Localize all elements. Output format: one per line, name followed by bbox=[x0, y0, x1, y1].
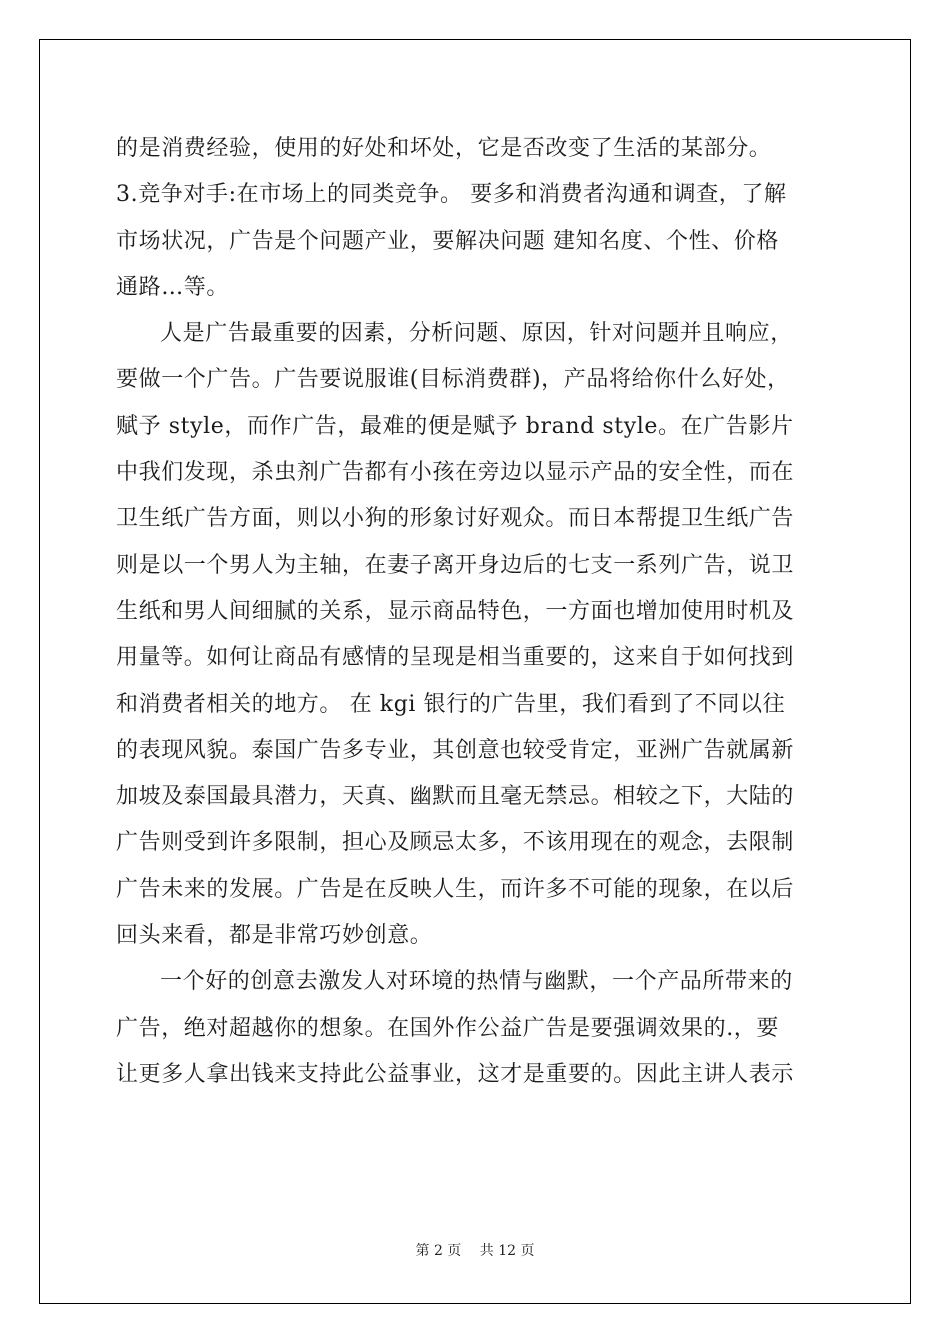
text-line: 加坡及泰国最具潜力，天真、幽默而且毫无禁忌。相较之下，大陆的 bbox=[116, 784, 795, 810]
text-line: 的表现风貌。泰国广告多专业，其创意也较受肯定，亚洲广告就属新 bbox=[116, 737, 795, 763]
text-line: 生纸和男人间细腻的关系，显示商品特色，一方面也增加使用时机及 bbox=[116, 598, 795, 624]
text-line: 3.竞争对手:在市场上的同类竞争。 要多和消费者沟通和调查，了解 bbox=[116, 182, 787, 208]
text-line: 让更多人拿出钱来支持此公益事业，这才是重要的。因此主讲人表示 bbox=[116, 1061, 795, 1087]
text-line: 人是广告最重要的因素，分析问题、原因，针对问题并且响应， bbox=[160, 321, 793, 347]
paragraph bbox=[116, 311, 834, 959]
text-line: 广告，绝对超越你的想象。在国外作公益广告是要强调效果的.，要 bbox=[116, 1015, 779, 1041]
text-line: 的是消费经验，使用的好处和坏处，它是否改变了生活的某部分。 bbox=[116, 136, 772, 161]
page-footer bbox=[0, 1240, 950, 1260]
paragraph bbox=[116, 126, 834, 311]
text-line: 一个好的创意去激发人对环境的热情与幽默，一个产品所带来的 bbox=[160, 969, 793, 995]
text-line: 用量等。如何让商品有感情的呈现是相当重要的，这来自于如何找到 bbox=[116, 645, 795, 671]
text-line: 则是以一个男人为主轴，在妻子离开身边后的七支一系列广告，说卫 bbox=[116, 552, 795, 578]
text-line: 广告则受到许多限制，担心及顾忌太多，不该用现在的观念，去限制 bbox=[116, 830, 795, 856]
text-line: 通路…等。 bbox=[116, 274, 230, 300]
page-number-label: 第 2 页 共 12 页 bbox=[415, 1243, 535, 1259]
text-line: 卫生纸广告方面，则以小狗的形象讨好观众。而日本帮提卫生纸广告 bbox=[116, 506, 795, 532]
document-body bbox=[116, 126, 834, 1098]
text-line: 回头来看，都是非常巧妙创意。 bbox=[116, 923, 433, 949]
text-line: 要做一个广告。广告要说服谁(目标消费群)，产品将给你什么好处， bbox=[116, 367, 790, 393]
text-line: 中我们发现，杀虫剂广告都有小孩在旁边以显示产品的安全性，而在 bbox=[116, 460, 795, 486]
text-line: 广告未来的发展。广告是在反映人生，而许多不可能的现象，在以后 bbox=[116, 876, 795, 902]
text-line: 和消费者相关的地方。 在 kgi 银行的广告里，我们看到了不同以往 bbox=[116, 691, 786, 717]
text-line: 市场状况，广告是个问题产业，要解决问题 建知名度、个性、价格 bbox=[116, 228, 779, 254]
paragraph bbox=[116, 959, 834, 1098]
text-line: 赋予 style，而作广告，最难的便是赋予 brand style。在广告影片 bbox=[116, 413, 794, 439]
